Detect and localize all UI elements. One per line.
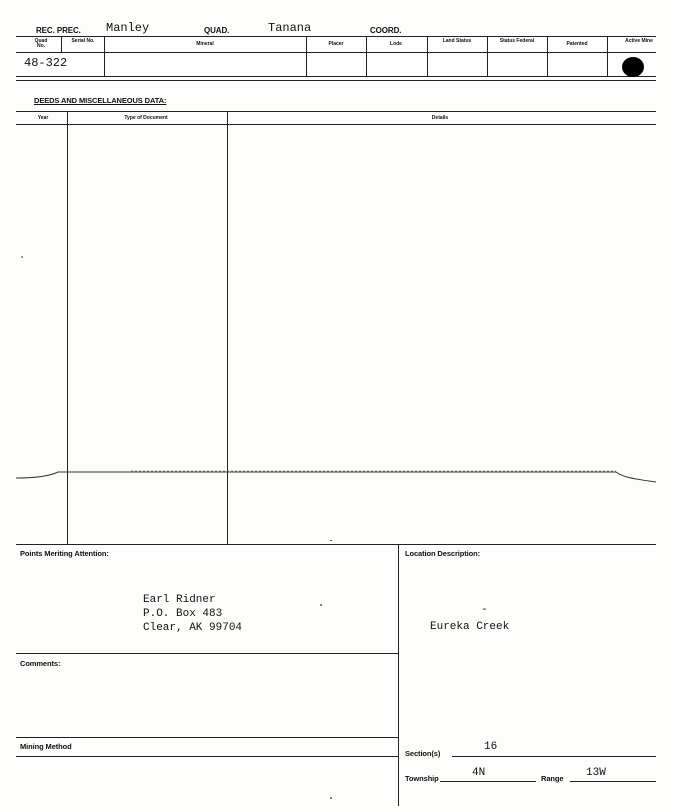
header-mid-rule bbox=[16, 52, 656, 53]
location-value: Eureka Creek bbox=[430, 621, 510, 633]
deeds-header-rule bbox=[16, 124, 656, 125]
col-sep-status-federal bbox=[487, 36, 488, 76]
section-underline bbox=[452, 756, 656, 757]
col-sep-land-status bbox=[427, 36, 428, 76]
col-header-patented: Patented bbox=[566, 41, 588, 47]
scan-speck bbox=[330, 540, 332, 541]
col-sep-placer bbox=[306, 36, 307, 76]
township-label: Township bbox=[405, 774, 439, 783]
quad-value: Tanana bbox=[268, 21, 312, 35]
comments-rule bbox=[16, 653, 398, 654]
col-header-details: Details bbox=[431, 115, 449, 121]
col-header-placer: Placer bbox=[328, 41, 344, 47]
bottom-section-rule bbox=[16, 544, 656, 545]
township-value: 4N bbox=[472, 767, 486, 779]
range-underline bbox=[570, 781, 656, 782]
points-line-2: P.O. Box 483 bbox=[143, 608, 223, 620]
col-header-active-mine: Active Mine bbox=[625, 38, 653, 44]
header-top-rule bbox=[16, 36, 656, 37]
range-label: Range bbox=[541, 774, 564, 783]
rec-prec-value: Manley bbox=[106, 21, 150, 35]
scan-speck bbox=[21, 256, 23, 258]
col-header-quad-no: Quad No. bbox=[34, 38, 48, 49]
section-label: Section(s) bbox=[405, 749, 441, 758]
quad-no-value: 48-322 bbox=[24, 56, 68, 70]
col-sep-serial bbox=[61, 36, 62, 52]
col-sep-lode bbox=[366, 36, 367, 76]
range-value: 13W bbox=[586, 767, 606, 779]
header-bottom-rule bbox=[16, 76, 656, 77]
quad-label: QUAD. bbox=[204, 26, 230, 35]
scan-fold-line bbox=[16, 466, 656, 488]
header-double-rule bbox=[16, 80, 656, 81]
col-header-year: Year bbox=[37, 115, 49, 121]
mining-method-under-rule bbox=[16, 756, 398, 757]
mining-method-rule bbox=[16, 737, 398, 738]
bottom-column-divider bbox=[398, 544, 399, 806]
col-header-lode: Lode bbox=[390, 41, 402, 47]
mining-method-label: Mining Method bbox=[20, 742, 72, 751]
col-header-type-of-document: Type of Document bbox=[124, 115, 168, 121]
township-underline bbox=[440, 781, 536, 782]
rec-prec-label: REC. PREC. bbox=[36, 26, 81, 35]
points-line-3: Clear, AK 99704 bbox=[143, 622, 243, 634]
deeds-section-title: DEEDS AND MISCELLANEOUS DATA: bbox=[34, 96, 167, 105]
location-label: Location Description: bbox=[405, 549, 480, 558]
deeds-top-rule bbox=[16, 111, 656, 112]
col-header-serial-no: Serial No. bbox=[71, 38, 95, 44]
points-label: Points Meriting Attention: bbox=[20, 549, 109, 558]
col-sep-active-mine bbox=[607, 36, 608, 76]
scan-speck bbox=[330, 797, 332, 799]
col-sep-mineral bbox=[104, 36, 105, 76]
coord-label: COORD. bbox=[370, 26, 402, 35]
section-value: 16 bbox=[484, 741, 498, 753]
col-header-land-status: Land Status bbox=[442, 38, 472, 44]
col-sep-patented bbox=[547, 36, 548, 76]
location-dash: - bbox=[481, 604, 488, 616]
active-mine-filled-dot bbox=[622, 57, 644, 77]
col-header-status-federal: Status Federal bbox=[499, 38, 535, 44]
col-header-mineral: Mineral bbox=[196, 41, 214, 47]
points-line-1: Earl Ridner bbox=[143, 594, 216, 606]
comments-label: Comments: bbox=[20, 659, 61, 668]
scan-speck bbox=[320, 604, 322, 606]
